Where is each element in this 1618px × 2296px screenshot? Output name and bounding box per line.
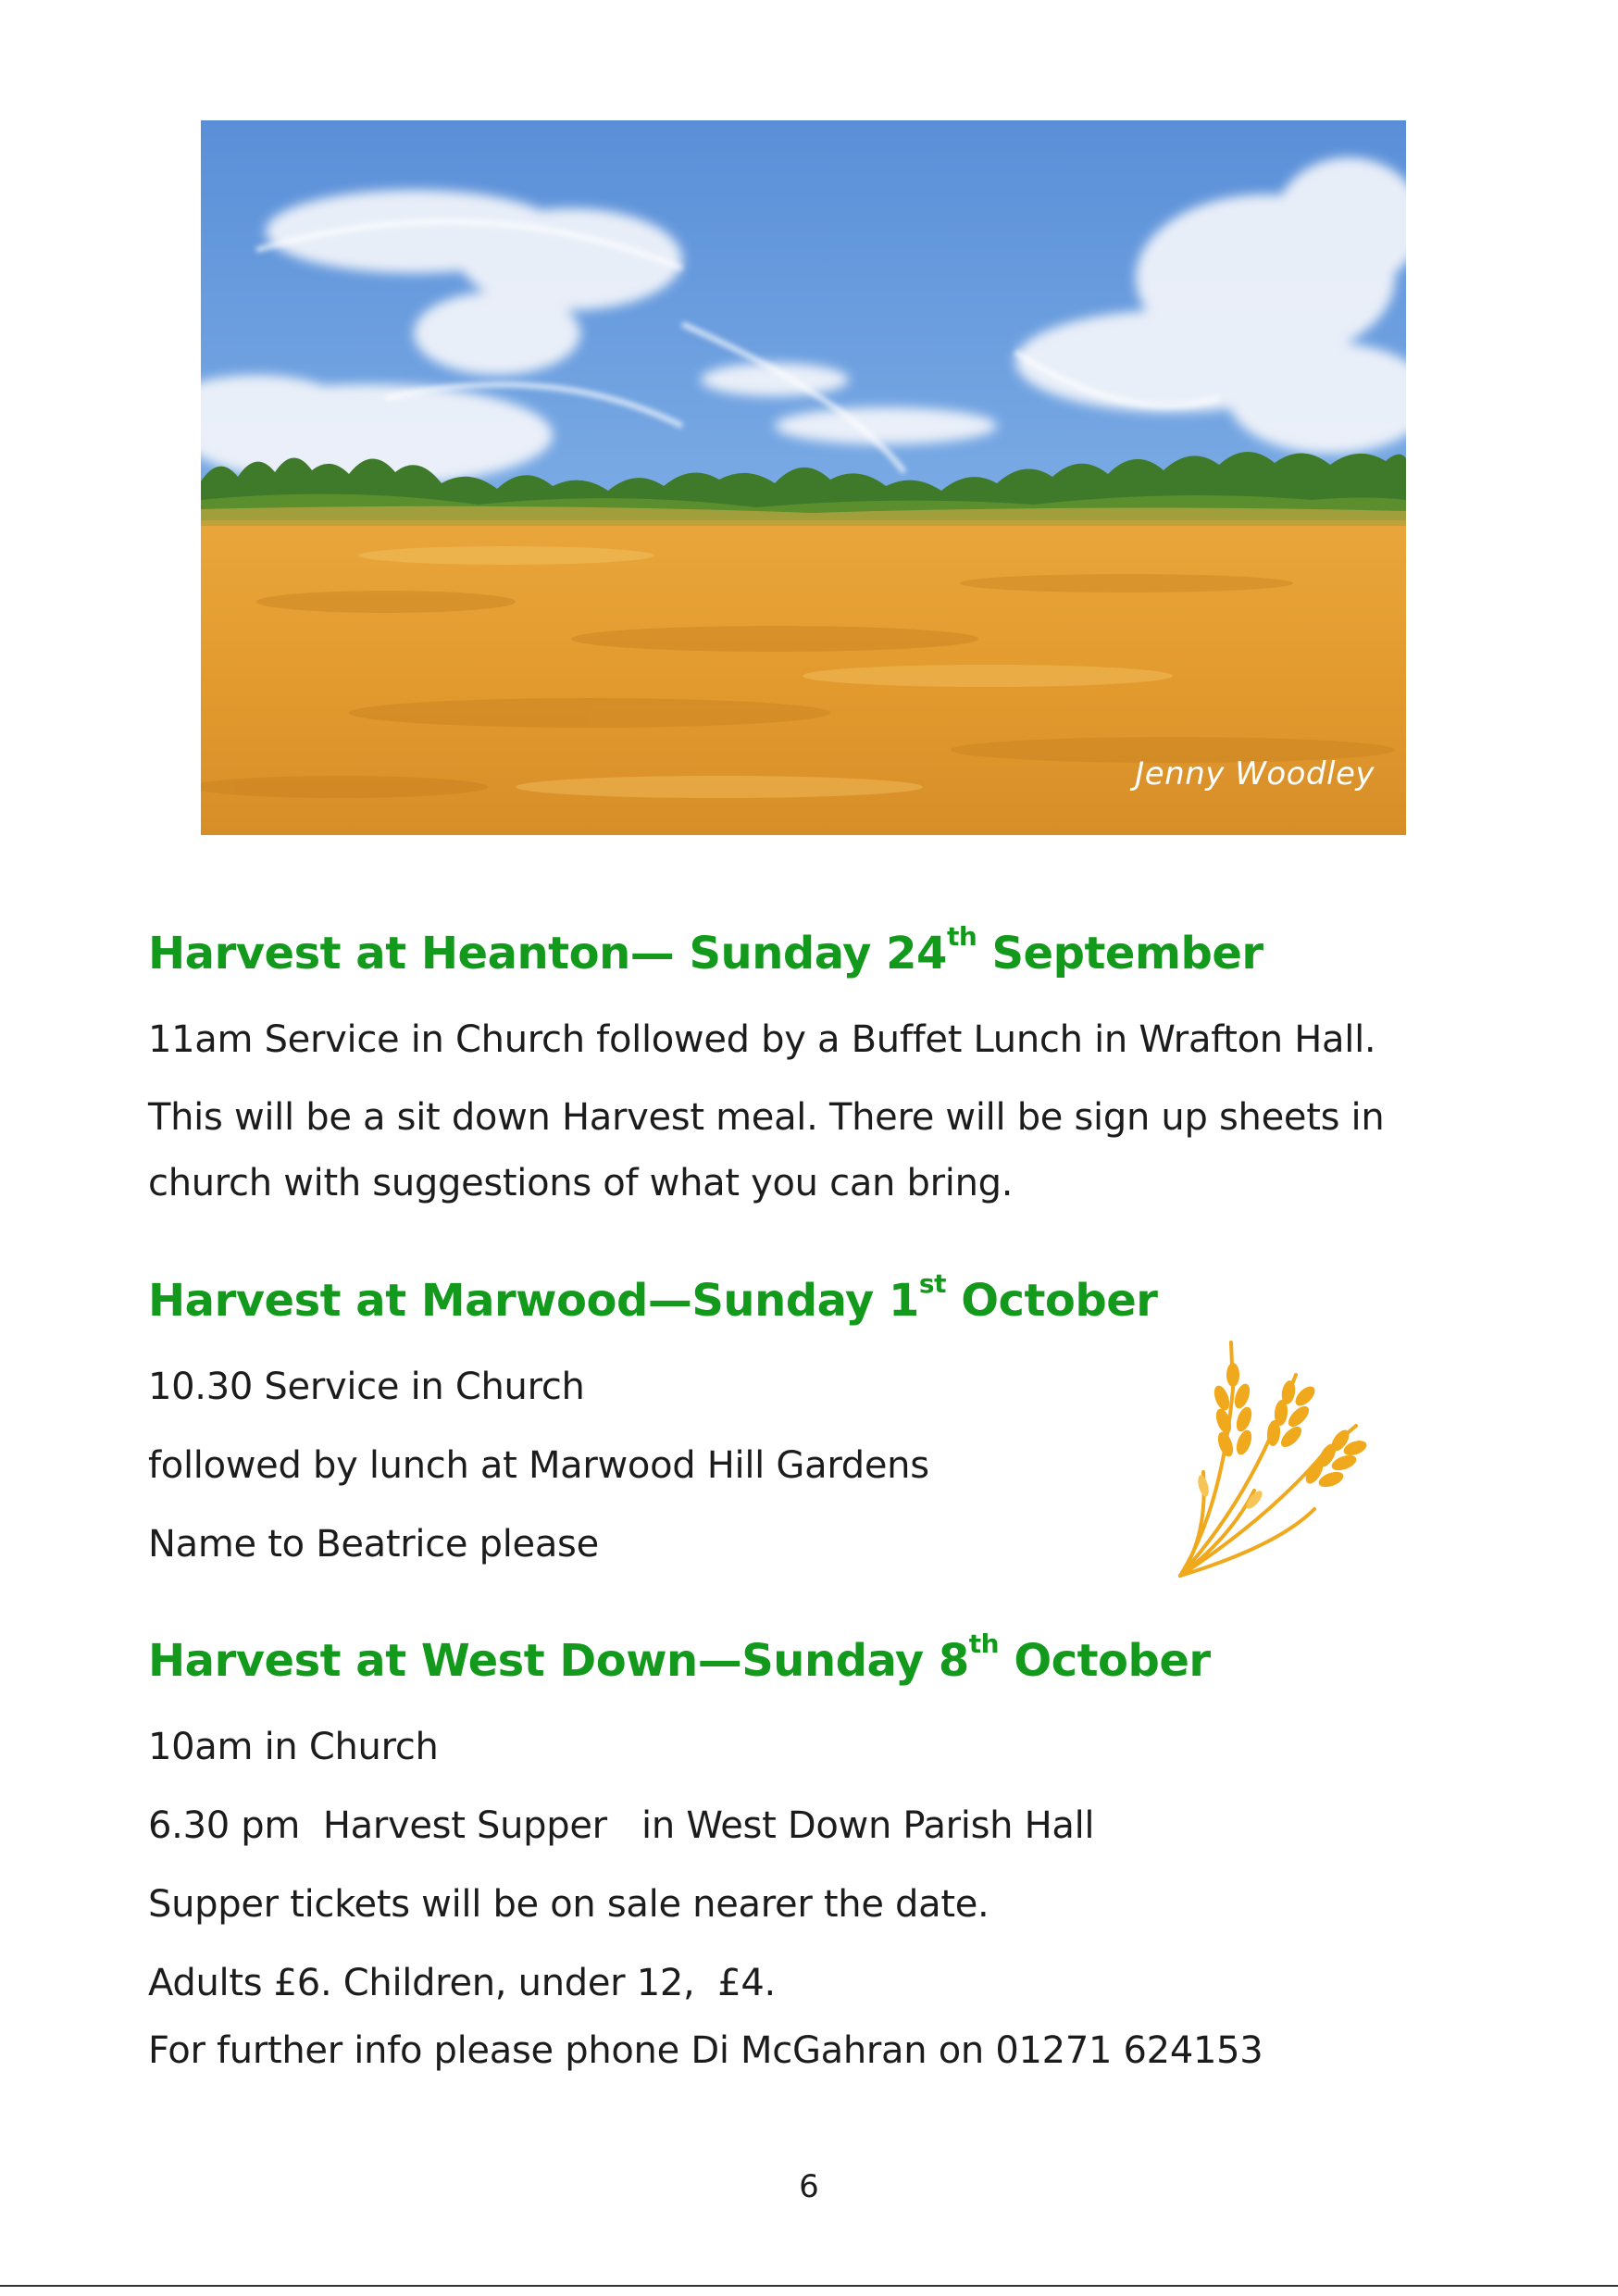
heading-marwood-month: October <box>945 1275 1158 1327</box>
west-down-line-3: Supper tickets will be on sale nearer the date. <box>148 1883 989 1926</box>
heading-west-down-month: October <box>999 1635 1211 1687</box>
harvest-field-painting <box>201 120 1406 835</box>
heading-heanton-ordinal: th <box>946 921 977 952</box>
heading-marwood-ordinal: st <box>918 1268 946 1299</box>
wheat-sheaf-icon <box>1166 1333 1370 1583</box>
marwood-line-2: followed by lunch at Marwood Hill Gardens <box>148 1444 929 1487</box>
heading-west-down-ordinal: th <box>968 1628 1000 1659</box>
painting-signature: Jenny Woodley <box>1135 755 1375 792</box>
bottom-rule <box>0 2285 1618 2287</box>
page-number: 6 <box>799 2168 819 2205</box>
painting-artwork <box>201 120 1406 835</box>
west-down-line-4: Adults £6. Children, under 12, £4. <box>148 1962 776 2004</box>
marwood-line-1: 10.30 Service in Church <box>148 1366 585 1408</box>
heading-heanton-month: September <box>977 928 1263 980</box>
heading-marwood-text: Harvest at Marwood—Sunday 1 <box>148 1275 919 1327</box>
marwood-line-3: Name to Beatrice please <box>148 1523 599 1566</box>
west-down-line-2: 6.30 pm Harvest Supper in West Down Parish Hall <box>148 1804 1095 1847</box>
heading-marwood <box>148 1268 1158 1327</box>
heanton-line-1: 11am Service in Church followed by a Buffet Lunch in Wrafton Hall. <box>148 1018 1376 1061</box>
heading-west-down-text: Harvest at West Down—Sunday 8 <box>148 1635 969 1687</box>
heanton-line-2: This will be a sit down Harvest meal. There will be sign up sheets in <box>148 1096 1385 1139</box>
heading-heanton-text: Harvest at Heanton— Sunday 24 <box>148 928 947 980</box>
west-down-line-1: 10am in Church <box>148 1726 439 1768</box>
heading-heanton <box>148 921 1263 980</box>
west-down-line-5: For further info please phone Di McGahran on 01271 624153 <box>148 2029 1263 2072</box>
heading-west-down <box>148 1628 1211 1687</box>
heanton-line-3: church with suggestions of what you can bring. <box>148 1162 1014 1204</box>
